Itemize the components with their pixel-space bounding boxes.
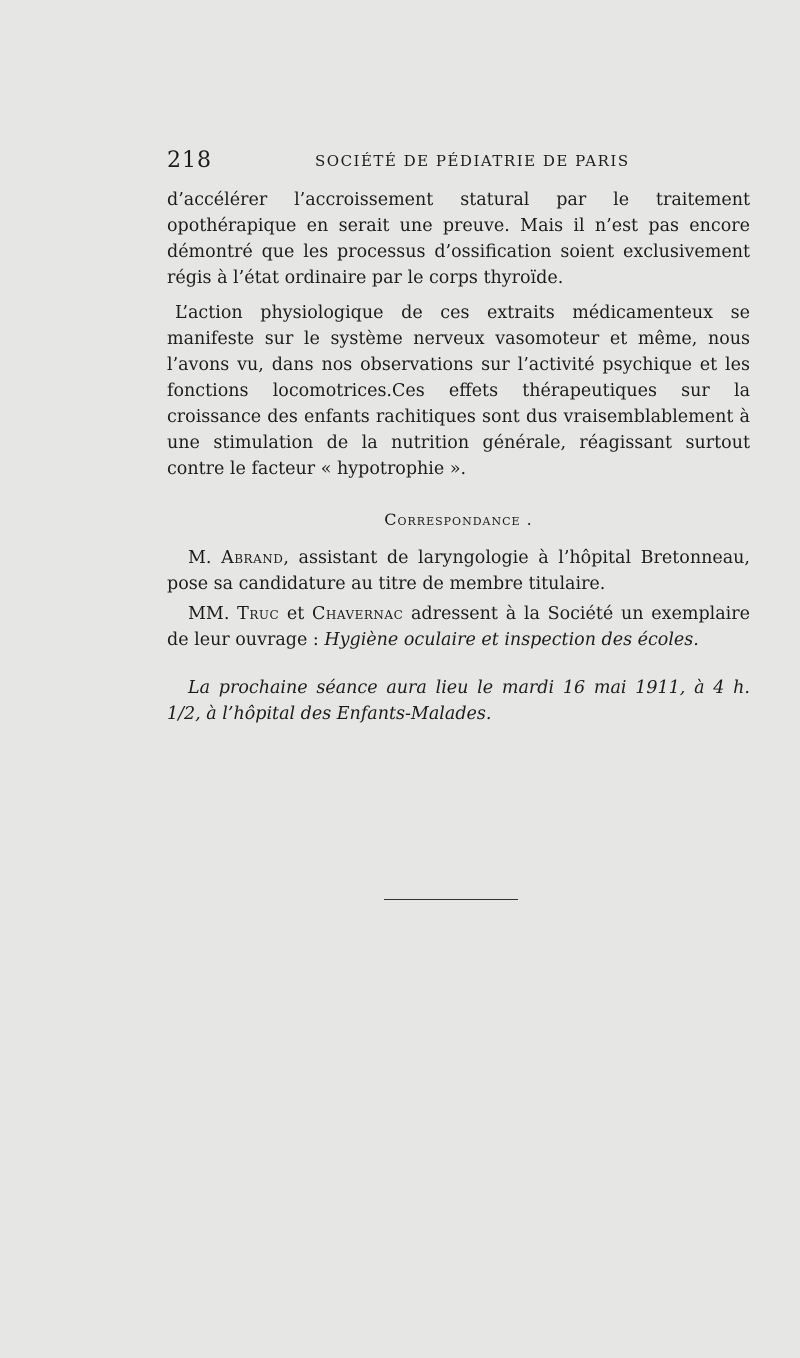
section-heading-correspondance: Correspondance . (384, 510, 533, 529)
text-fragment: , assistant de laryngologie à l’hôpital Bretonneau, pose sa candidature au titre de membre titulaire. (167, 548, 750, 594)
end-rule-divider (384, 899, 518, 900)
page-header (167, 148, 750, 178)
person-name-abrand: Abrand (221, 548, 284, 568)
text-fragment: adressent à la Société un exemplaire de leur ouvrage : (167, 604, 751, 650)
text-fragment: M. (188, 548, 222, 568)
paragraph-physiological-action: L’action physiologique de ces extraits médicamenteux se manifeste sur le système nerveux vasomoteur et même, nous l’avons vu, dans nos observations sur l’activité psychique et les fonctions locomotrices.Ces effets thérapeutiques sur la croissance des enfants rachitiques sont dus vraisemblablement à une stimulation de la nutrition générale, réagissant surtout contre le facteur « hypotrophie ». (167, 303, 750, 479)
person-name-chavernac: Chavernac (312, 604, 404, 624)
running-title: SOCIÉTÉ DE PÉDIATRIE DE PARIS (315, 152, 630, 170)
paragraph-next-meeting: La prochaine séance aura lieu le mardi 16 mai 1911, à 4 h. 1/2, à l’hôpital des Enfants-Malades. (167, 678, 750, 724)
text-fragment: et (279, 604, 313, 624)
person-name-truc: Truc (237, 604, 280, 624)
paragraph-abrand-candidature (167, 545, 750, 597)
book-title: Hygiène oculaire et inspection des écoles. (324, 630, 699, 650)
page-number: 218 (167, 148, 212, 173)
text-fragment: MM. (188, 604, 238, 624)
paragraph-opotherapy: d’accélérer l’accroissement statural par le traitement opothérapique en serait une preuve. Mais il n’est pas encore démontré que les processus d’ossification soient exclusivement régis à l’état ordinaire par le corps thyroïde. (167, 190, 750, 288)
paragraph-truc-chavernac (167, 601, 750, 653)
